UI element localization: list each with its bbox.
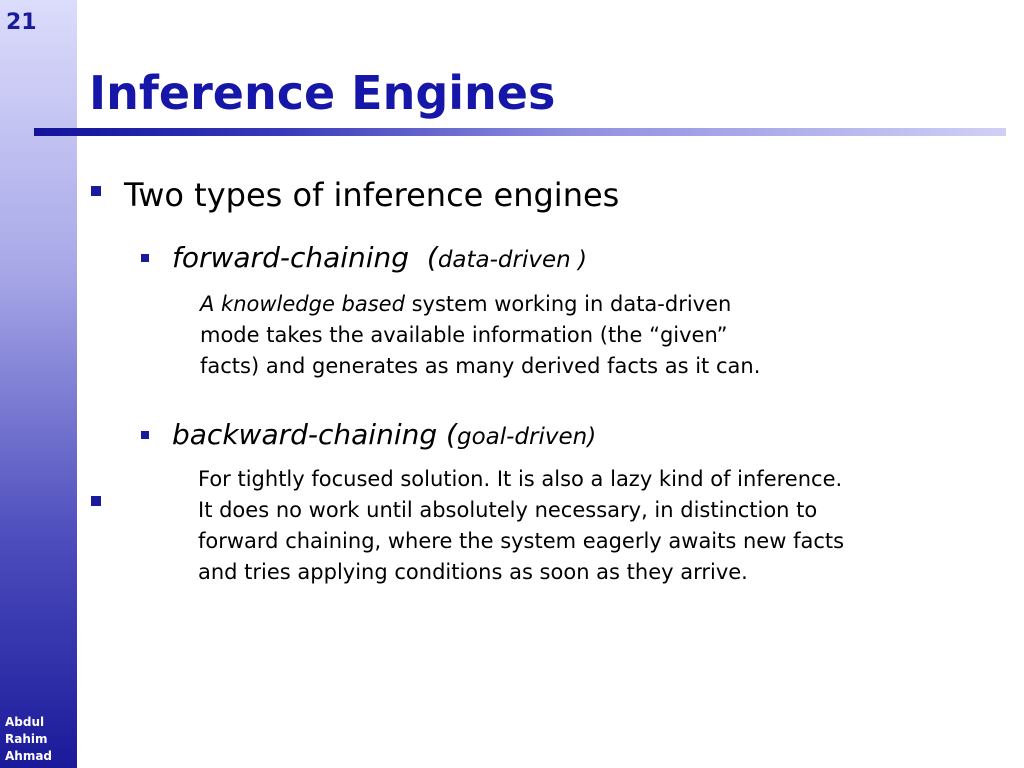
description-line: forward chaining, where the system eagerly awaits new facts: [198, 529, 845, 553]
bullet-icon: [141, 431, 149, 439]
forward-chaining-heading: [172, 240, 587, 278]
description-text: system working in data-driven: [404, 292, 732, 316]
description-line: and tries applying conditions as soon as they arrive.: [198, 560, 748, 584]
author-line: Ahmad: [5, 749, 53, 763]
description-italic: A knowledge based: [200, 292, 405, 316]
author-name: [5, 714, 73, 765]
forward-chaining-mode: data-driven ): [437, 247, 588, 273]
author-line: Rahim: [5, 732, 48, 746]
description-line: [200, 289, 760, 320]
forward-paren-open: (: [426, 241, 438, 274]
bullet-icon: [91, 186, 101, 196]
bullet-icon: [141, 254, 149, 262]
empty-bullet-icon: [91, 496, 101, 506]
main-bullet-text: Two types of inference engines: [124, 176, 620, 214]
slide-sidebar: [0, 0, 77, 768]
description-line: facts) and generates as many derived facts as it can.: [200, 354, 761, 378]
backward-chaining-mode: goal-driven): [456, 424, 597, 450]
title-underline: [34, 128, 1006, 136]
backward-chaining-label: backward-chaining: [172, 418, 438, 451]
backward-chaining-description: [198, 464, 844, 588]
forward-chaining-label: forward-chaining: [172, 241, 410, 274]
author-line: Abdul: [5, 715, 45, 729]
description-line: For tightly focused solution. It is also a lazy kind of inference.: [198, 467, 843, 491]
forward-chaining-description: [200, 289, 760, 382]
slide-title: Inference Engines: [89, 66, 556, 120]
backward-chaining-heading: [172, 417, 596, 455]
backward-paren-open: (: [446, 418, 457, 451]
slide-number: 21: [6, 10, 37, 35]
description-line: mode takes the available information (the “given”: [200, 323, 728, 347]
description-line: It does no work until absolutely necessary, in distinction to: [198, 498, 818, 522]
